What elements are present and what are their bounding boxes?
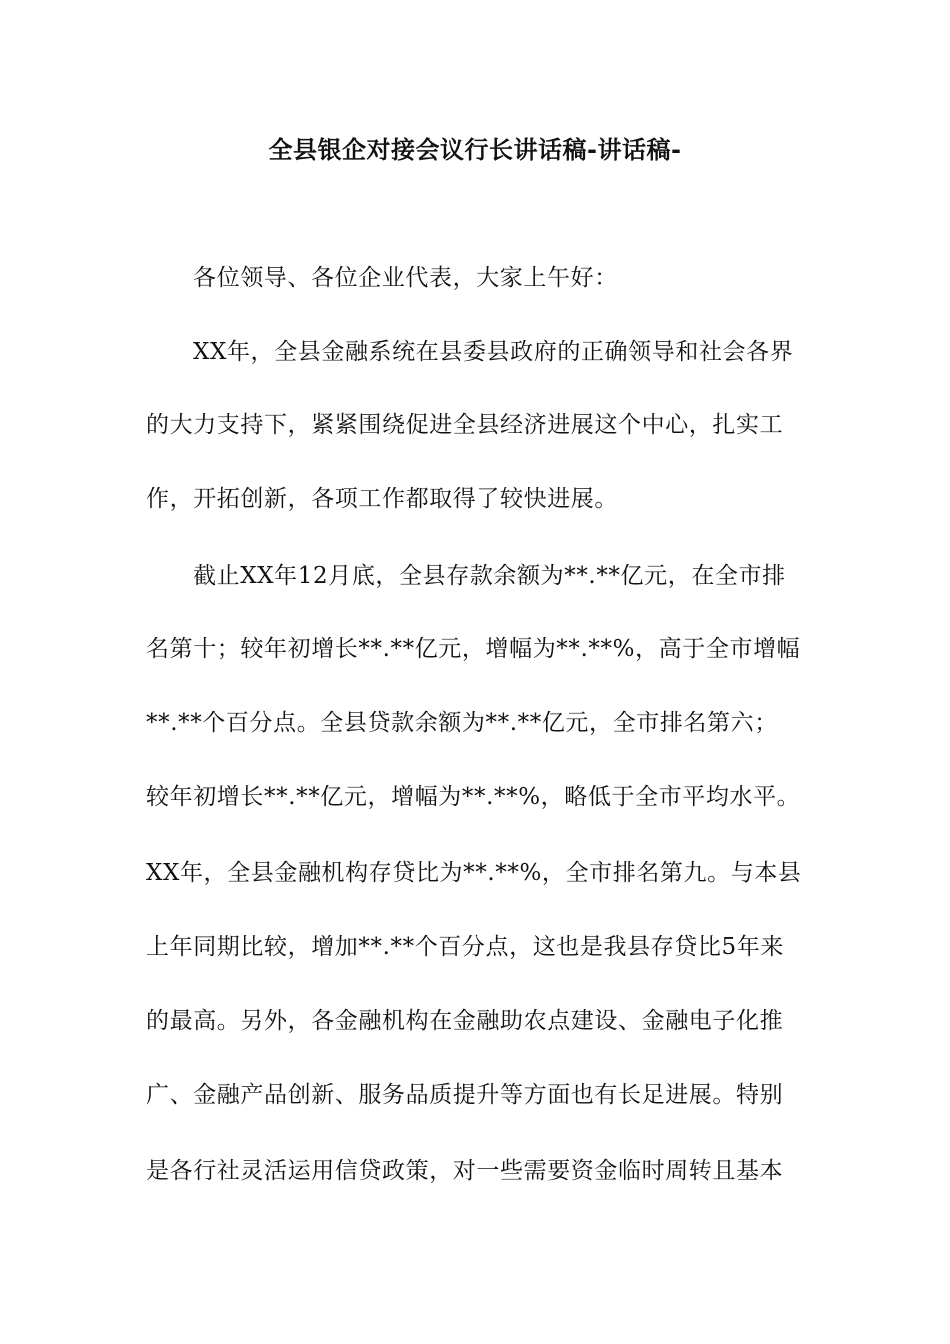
paragraph-line: XX年，全县金融系统在县委县政府的正确领导和社会各界	[193, 339, 794, 365]
paragraph-line: 作，开拓创新，各项工作都取得了较快进展。	[146, 486, 618, 512]
paragraph-line: 的最高。另外，各金融机构在金融助农点建设、金融电子化推	[146, 1008, 784, 1034]
paragraph-line: 名第十；较年初增长**.**亿元，增幅为**.**%，高于全市增幅	[146, 636, 801, 662]
paragraph-line: 较年初增长**.**亿元，增幅为**.**%，略低于全市平均水平。	[146, 784, 801, 810]
paragraph-line: **.**个百分点。全县贷款余额为**.**亿元，全市排名第六；	[146, 710, 778, 736]
paragraph-line: XX年，全县金融机构存贷比为**.**%，全市排名第九。与本县	[146, 860, 802, 886]
paragraph-line: 的大力支持下，紧紧围绕促进全县经济进展这个中心，扎实工	[146, 412, 784, 438]
paragraph-line: 截止XX年12月底，全县存款余额为**.**亿元，在全市排	[193, 563, 786, 589]
greeting-line: 各位领导、各位企业代表，大家上午好：	[193, 265, 618, 291]
paragraph-line: 是各行社灵活运用信贷政策，对一些需要资金临时周转且基本	[146, 1158, 784, 1184]
document-title: 全县银企对接会议行长讲话稿-讲话稿-	[268, 136, 682, 164]
paragraph-line: 上年同期比较，增加**.**个百分点，这也是我县存贷比5年来	[146, 934, 784, 960]
paragraph-line: 广、金融产品创新、服务品质提升等方面也有长足进展。特别	[146, 1082, 784, 1108]
